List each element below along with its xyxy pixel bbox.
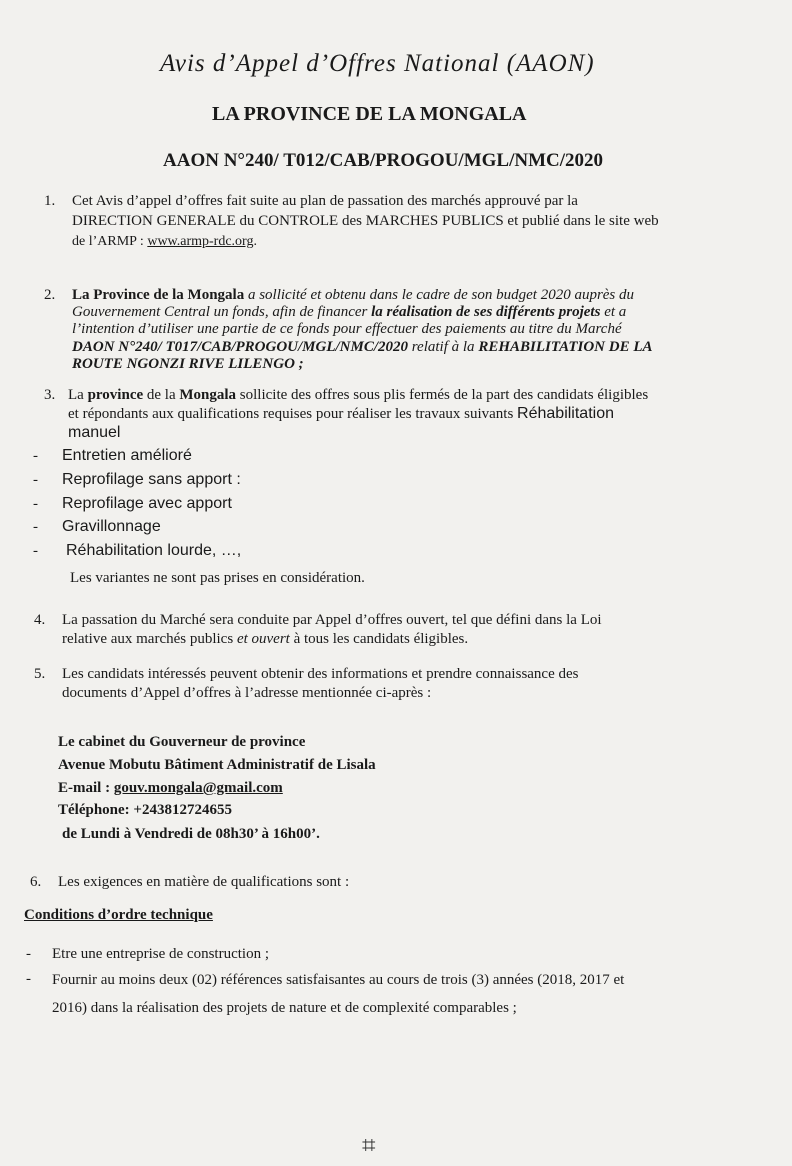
p5-line1: Les candidats intéressés peuvent obtenir des informations et prendre connaissance des xyxy=(62,666,579,682)
works-item: Entretien amélioré xyxy=(62,447,192,464)
p1-line1: Cet Avis d’appel d’offres fait suite au plan de passation des marchés approuvé par la xyxy=(72,193,578,209)
address-cabinet: Le cabinet du Gouverneur de province xyxy=(58,734,306,750)
works-item: Reprofilage sans apport : xyxy=(62,471,241,488)
bullet-dash: - xyxy=(33,448,38,464)
province-heading: LA PROVINCE DE LA MONGALA xyxy=(212,103,527,125)
address-email: E-mail : gouv.mongala@gmail.com xyxy=(58,780,283,796)
p2-line3: l’intention d’utiliser une partie de ce fonds pour effectuer des paiements au titre du Marché xyxy=(72,321,622,337)
p4-line2: relative aux marchés publics et ouvert à tous les candidats éligibles. xyxy=(62,631,469,647)
p5-line2: documents d’Appel d’offres à l’adresse mentionnée ci-après : xyxy=(62,685,432,701)
address-phone: Téléphone: +243812724655 xyxy=(58,802,232,818)
p1-number: 1. xyxy=(44,193,56,209)
p3-line3: manuel xyxy=(68,424,121,441)
p3-number: 3. xyxy=(44,387,56,403)
p4-number: 4. xyxy=(34,612,46,628)
works-item: Gravillonnage xyxy=(62,518,161,535)
p6-number: 6. xyxy=(30,874,42,890)
p2-number: 2. xyxy=(44,287,56,303)
works-item: Reprofilage avec apport xyxy=(62,495,232,512)
document-title: Avis d’Appel d’Offres National (AAON) xyxy=(160,50,595,77)
email-link[interactable]: gouv.mongala@gmail.com xyxy=(113,780,283,796)
p3-line2: et répondants aux qualifications requises pour réaliser les travaux suivants Réhabilitation xyxy=(68,405,614,422)
armp-link[interactable]: www.armp-rdc.org xyxy=(147,234,254,249)
bullet-dash: - xyxy=(33,472,38,488)
condition-item-1: Etre une entreprise de construction ; xyxy=(52,946,270,962)
bullet-dash: - xyxy=(33,519,38,535)
handwritten-initial: ⌗ xyxy=(362,1133,376,1159)
p6-text: Les exigences en matière de qualifications sont : xyxy=(58,874,350,890)
p2-line1: La Province de la Mongala a sollicité et obtenu dans le cadre de son budget 2020 auprès du xyxy=(72,287,635,303)
p1-line2: DIRECTION GENERALE du CONTROLE des MARCHES PUBLICS et publié dans le site web xyxy=(72,213,659,229)
reference-number: AAON N°240/ T012/CAB/PROGOU/MGL/NMC/2020 xyxy=(163,150,604,171)
p2-line5: ROUTE NGONZI RIVE LILENGO ; xyxy=(72,356,304,372)
bullet-dash: - xyxy=(33,543,38,559)
address-hours: de Lundi à Vendredi de 08h30’ à 16h00’. xyxy=(62,826,320,842)
p2-line2: Gouvernement Central un fonds, afin de financer la réalisation de ses différents projets et a xyxy=(72,304,627,320)
p5-number: 5. xyxy=(34,666,46,682)
variants-note: Les variantes ne sont pas prises en considération. xyxy=(70,570,365,586)
conditions-heading: Conditions d’ordre technique xyxy=(24,907,213,923)
condition-item-2-line2: 2016) dans la réalisation des projets de nature et de complexité comparables ; xyxy=(52,1000,517,1016)
bullet-dash: - xyxy=(26,971,31,987)
condition-item-2-line1: Fournir au moins deux (02) références satisfaisantes au cours de trois (3) années (2018, 2017 et xyxy=(52,972,625,988)
p4-line1: La passation du Marché sera conduite par Appel d’offres ouvert, tel que défini dans la Loi xyxy=(62,612,602,628)
bullet-dash: - xyxy=(33,496,38,512)
p2-line4: DAON N°240/ T017/CAB/PROGOU/MGL/NMC/2020 relatif à la REHABILITATION DE LA xyxy=(72,339,653,355)
bullet-dash: - xyxy=(26,946,31,962)
p1-line3: de l’ARMP : www.armp-rdc.org. xyxy=(72,234,257,249)
address-avenue: Avenue Mobutu Bâtiment Administratif de Lisala xyxy=(58,757,376,773)
p3-line1: La province de la Mongala sollicite des offres sous plis fermés de la part des candidats éligibles xyxy=(68,387,649,403)
works-item: Réhabilitation lourde, …, xyxy=(66,542,242,559)
